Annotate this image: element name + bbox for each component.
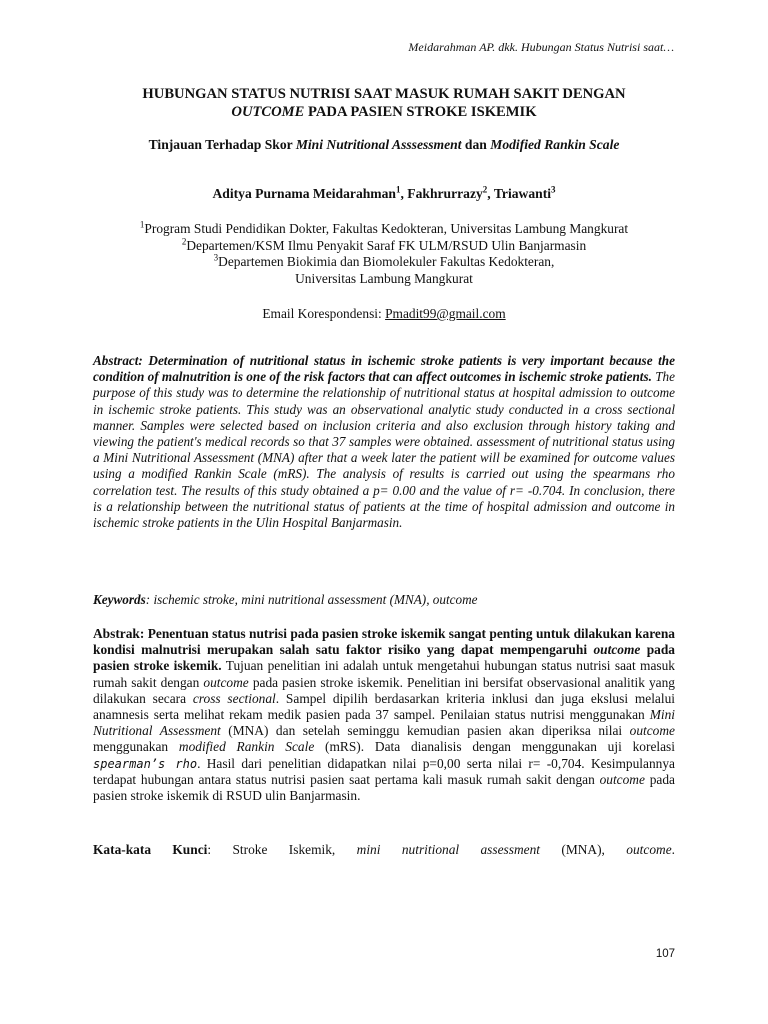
affiliation-line [94,238,674,255]
abstrak-text: . Sampel dipilih berdasarkan kriteria inklusi dan juga ekslusi melalui anamnesis serta melihat rekam medik pasien pada 37 sampel. Penilaian status nutrisi menggunakan [93,690,675,723]
abstrak-text: menggunakan [93,739,179,755]
abstrak-text: (mRS). Data dianalisis dengan menggunakan uji korelasi [314,739,675,755]
abstrak-bold-italic: outcome [593,642,641,658]
subtitle-mrs-italic: Modified Rankin Scale [490,137,620,152]
kata-kunci [93,842,675,858]
affiliation-text: Departemen Biokimia dan Biomolekuler Fakultas Kedokteran, [218,254,555,269]
title-line-2-rest: PADA PASIEN STROKE ISKEMIK [304,104,537,120]
abstrak-text: Tujuan penelitian ini adalah untuk mengetahui hubungan status nutrisi saat masuk rumah sakit dengan [93,658,675,690]
abstrak-bold-end: pada pasien stroke iskemik. [93,642,676,674]
affiliation-line [94,254,674,271]
kata-kunci-text: : Stroke Iskemik, [207,842,357,857]
abstrak-text: pada pasien stroke iskemik. Penelitian ini bersifat observasional analitik yang dilakukan secara [93,674,676,706]
abstrak-monospace: spearman’s rho [93,756,198,771]
abstrak-italic: outcome [599,771,645,787]
affiliations [94,221,674,287]
email-label: Email Korespondensi: [262,306,386,321]
correspondence-email [94,306,674,322]
affiliation-text: Program Studi Pendidikan Dokter, Fakultas Kedokteran, Universitas Lambung Mangkurat [144,221,629,236]
keywords-english [93,592,675,608]
kata-kunci-text: . [671,842,676,857]
subtitle-part-3: dan [461,137,491,152]
author-separator: , [487,186,494,201]
affiliation-mark: 1 [139,219,145,230]
title-line-1: HUBUNGAN STATUS NUTRISI SAAT MASUK RUMAH SAKIT DENGAN [142,86,626,102]
abstrak-italic: cross sectional [192,690,276,706]
kata-kunci-text: (MNA), [540,842,627,857]
author-affiliation-mark: 3 [551,184,556,195]
author-separator: , [400,186,408,201]
affiliation-line [94,221,674,238]
paper-subtitle [94,137,674,153]
abstrak-text: pada pasien stroke iskemik di RSUD ulin Banjarmasin. [93,771,675,804]
email-link[interactable]: Pmadit99@gmail.com [385,306,506,321]
abstrak-indonesian [93,626,675,804]
title-outcome-italic: OUTCOME [231,104,305,120]
keywords-text: : ischemic stroke, mini nutritional assessment (MNA), outcome [145,592,478,607]
abstract-english-bold-lead: Abstract: Determination of nutritional status in ischemic stroke patients is very important because the condition of malnutrition is one of the risk factors that can affect outcomes in ischemic stroke patients. [93,353,675,385]
keywords-label: Keywords [93,592,146,607]
kata-kunci-italic: outcome [626,842,672,857]
abstrak-bold-lead: Abstrak: Penentuan status nutrisi pada pasien stroke iskemik sangat penting untuk dilakukan karena kondisi malnutrisi merupakan salah satu faktor risiko yang dapat mempengaruhi [93,626,675,658]
affiliation-mark: 3 [213,252,219,263]
page-number: 107 [655,948,675,960]
abstrak-text: . Hasil dari penelitian didapatkan nilai p=0,00 serta nilai r= -0,704. Kesimpulannya terdapat hubungan antara status nutrisi pasien saat pertama kali masuk rumah sakit dengan [93,755,675,787]
abstrak-italic: modified Rankin Scale [178,739,315,755]
author-name: Fakhrurrazy [407,186,483,201]
abstract-english [93,353,675,531]
affiliation-text: Universitas Lambung Mangkurat [295,270,473,286]
author-name: Aditya Purnama Meidarahman [212,186,396,201]
subtitle-mna-italic: Mini Nutritional Asssessment [295,137,462,152]
kata-kunci-italic: mini nutritional assessment [356,842,541,857]
kata-kunci-label: Kata-kata Kunci [93,842,208,857]
paper-title [94,85,674,121]
author-affiliation-mark: 2 [482,184,488,195]
affiliation-text: Departemen/KSM Ilmu Penyakit Saraf FK ULM/RSUD Ulin Banjarmasin [186,237,587,253]
author-affiliation-mark: 1 [395,184,401,195]
affiliation-mark: 2 [181,236,187,247]
abstract-english-body: The purpose of this study was to determine the relationship of nutritional status at hospital admission to outcome in ischemic stroke patients. This study was an observational analytic study conducted in a cross sectional manner. Samples were selected based on inclusion criteria and also exclusion through history taking and viewing the patient's medical records so that 37 samples were obtained. assessment of nutritional status using a Mini Nutritional Assessment (MNA) after that a week later the patient will be examined for outcome values using a modified Rankin Scale (mRS). The analysis of results is carried out using the spearmans rho correlation test. The results of this study obtained a p= 0.00 and the value of r= -0.704. In conclusion, there is a relationship between the nutritional status of patients at the time of hospital admission and outcome in ischemic stroke patients in the Ulin Hospital Banjarmasin. [93,369,675,531]
abstrak-italic: outcome [629,723,675,739]
abstrak-text: (MNA) dan setelah seminggu kemudian pasien akan diperiksa nilai [220,723,630,739]
title-line-2 [94,103,674,121]
abstrak-italic: Mini Nutritional Assessment [93,707,675,739]
abstrak-italic: outcome [203,674,249,690]
author-name: Triawanti [493,186,552,201]
affiliation-line [94,271,674,288]
author-list [94,186,674,202]
subtitle-part-1: Tinjauan Terhadap Skor [148,137,296,152]
running-head: Meidarahman AP. dkk. Hubungan Status Nutrisi saat… [408,40,674,54]
